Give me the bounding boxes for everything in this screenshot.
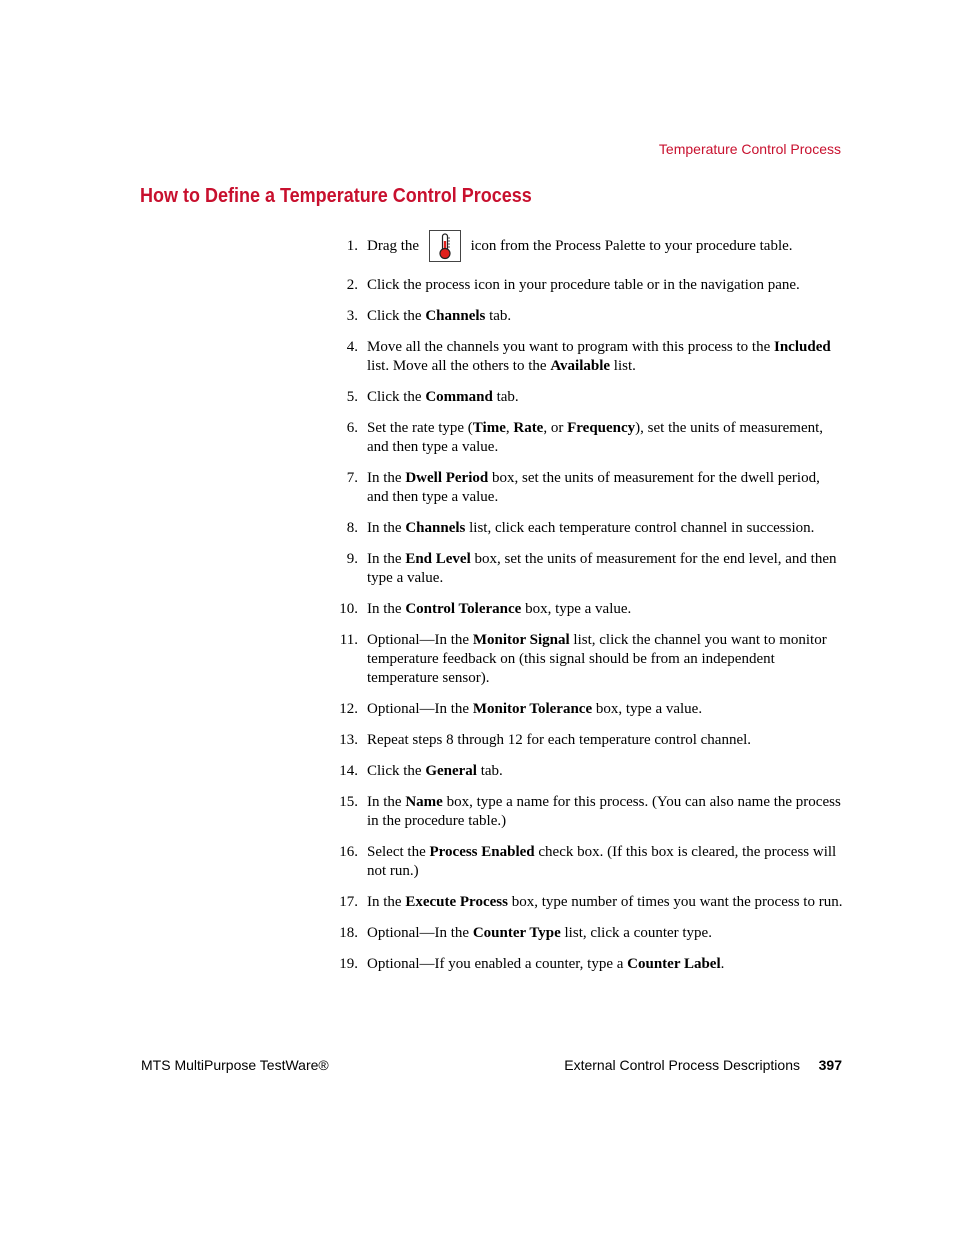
step-text-fragment: In the: [367, 794, 406, 810]
step-text-fragment: tab.: [485, 308, 512, 324]
step-text-fragment: Optional—In the: [367, 701, 473, 717]
step-number: 9.: [346, 551, 358, 567]
step-text-fragment: Repeat steps 8 through 12 for each temperature control channel.: [367, 732, 752, 748]
step-number: 18.: [339, 925, 358, 941]
step-text: [367, 731, 845, 750]
step-text: [367, 550, 845, 588]
step-number: 6.: [346, 420, 358, 436]
ui-term: Process Enabled: [429, 844, 535, 860]
section-title: How to Define a Temperature Control Process: [140, 185, 532, 207]
ui-term: Monitor Tolerance: [472, 701, 593, 717]
ui-term: Channels: [405, 520, 466, 536]
step-text-fragment: Click the: [367, 763, 426, 779]
step-number: 11.: [339, 632, 358, 648]
ui-term: Rate: [513, 420, 544, 436]
step-text-fragment: Click the: [367, 389, 426, 405]
step-text-fragment: ,: [505, 420, 514, 436]
step-text: [367, 388, 845, 407]
ui-term: End Level: [405, 551, 471, 567]
step-text: [367, 276, 845, 295]
step-text-fragment: icon from the Process Palette to your procedure table.: [466, 237, 793, 254]
step-text: [367, 843, 845, 881]
ui-term: Control Tolerance: [405, 601, 522, 617]
step-number: 14.: [339, 763, 358, 779]
step-number: 15.: [339, 794, 358, 810]
step-text-fragment: box, set the units of measurement for the dwell period, and then type a value.: [367, 470, 824, 505]
step-text: [367, 230, 845, 262]
step-text-fragment: box, type a name for this process. (You can also name the process in the procedure table.): [367, 794, 845, 829]
step-text: [367, 600, 845, 619]
running-head: Temperature Control Process: [658, 141, 841, 157]
step-number: 2.: [346, 277, 358, 293]
step-text: [367, 762, 845, 781]
step-text-fragment: list, click each temperature control channel in succession.: [465, 520, 815, 536]
footer-product: MTS MultiPurpose TestWare®: [141, 1057, 329, 1073]
step-text-fragment: In the: [367, 601, 406, 617]
list-item: [336, 893, 846, 912]
ui-term: Name: [405, 794, 443, 810]
step-text-fragment: Move all the channels you want to program with this process to the: [367, 339, 774, 355]
step-text-fragment: tab.: [492, 389, 519, 405]
step-text-fragment: In the: [367, 551, 406, 567]
step-text-fragment: Drag the: [367, 237, 423, 254]
procedure-steps: [336, 230, 846, 986]
step-number: 8.: [346, 520, 358, 536]
step-text-fragment: Set the rate type (: [367, 420, 473, 436]
list-item: [336, 700, 846, 719]
step-text-fragment: Optional—In the: [367, 632, 473, 648]
step-text-fragment: ), set the units of measurement, and then type a value.: [367, 420, 827, 455]
list-item: [336, 519, 846, 538]
list-item: [336, 843, 846, 881]
list-item: [336, 338, 846, 376]
step-text-fragment: Click the process icon in your procedure table or in the navigation pane.: [367, 277, 800, 293]
ui-term: Included: [774, 339, 831, 355]
step-text-fragment: list. Move all the others to the: [367, 339, 835, 374]
list-item: [336, 307, 846, 326]
step-number: 1.: [346, 237, 358, 254]
step-text-fragment: list.: [610, 358, 636, 374]
step-text-fragment: box, type a value.: [521, 601, 632, 617]
step-number: 17.: [339, 894, 358, 910]
ui-term: Command: [425, 389, 493, 405]
step-text: [367, 924, 845, 943]
step-number: 7.: [346, 470, 358, 486]
list-item: [336, 631, 846, 688]
ui-term: Dwell Period: [405, 470, 489, 486]
list-item: [336, 419, 846, 457]
step-text-fragment: box, set the units of measurement for the end level, and then type a value.: [367, 551, 841, 586]
step-text-fragment: tab.: [476, 763, 503, 779]
step-text: [367, 793, 845, 831]
thermometer-icon: [429, 230, 461, 262]
ui-term: Time: [472, 420, 506, 436]
step-number: 4.: [346, 339, 358, 355]
step-text: [367, 631, 845, 688]
ui-term: Frequency: [567, 420, 636, 436]
step-number: 19.: [339, 956, 358, 972]
step-text-fragment: Optional—If you enabled a counter, type a: [367, 956, 628, 972]
step-number: 13.: [339, 732, 358, 748]
step-text-fragment: check box. (If this box is cleared, the process will not run.): [367, 844, 840, 879]
list-item: [336, 600, 846, 619]
list-item: [336, 276, 846, 295]
list-item: [336, 230, 846, 262]
step-text: [367, 419, 845, 457]
step-number: 5.: [346, 389, 358, 405]
list-item: [336, 924, 846, 943]
step-text: [367, 893, 845, 912]
ui-term: Channels: [425, 308, 486, 324]
ui-term: Monitor Signal: [472, 632, 570, 648]
step-text: [367, 700, 845, 719]
step-text: [367, 519, 845, 538]
footer-chapter: External Control Process Descriptions: [564, 1057, 800, 1073]
list-item: [336, 793, 846, 831]
step-text: [367, 469, 845, 507]
step-text-fragment: Click the: [367, 308, 426, 324]
step-text: [367, 338, 845, 376]
list-item: [336, 388, 846, 407]
list-item: [336, 955, 846, 974]
step-text-fragment: Optional—In the: [367, 925, 473, 941]
step-text-fragment: In the: [367, 520, 406, 536]
step-text: [367, 307, 845, 326]
step-text-fragment: list, click the channel you want to monitor temperature feedback on (this signal should be from an independent temperature sensor).: [367, 632, 831, 686]
step-number: 10.: [339, 601, 358, 617]
step-text-fragment: box, type a value.: [592, 701, 703, 717]
ui-term: Execute Process: [405, 894, 508, 910]
page-number: 397: [818, 1057, 842, 1073]
step-text: [367, 955, 845, 974]
step-text-fragment: In the: [367, 470, 406, 486]
ui-term: Available: [550, 358, 611, 374]
ui-term: General: [425, 763, 477, 779]
step-number: 3.: [346, 308, 358, 324]
list-item: [336, 469, 846, 507]
step-text-fragment: list, click a counter type.: [560, 925, 712, 941]
step-text-fragment: , or: [543, 420, 568, 436]
list-item: [336, 762, 846, 781]
step-text-fragment: box, type number of times you want the process to run.: [507, 894, 843, 910]
step-number: 12.: [339, 701, 358, 717]
step-number: 16.: [339, 844, 358, 860]
list-item: [336, 550, 846, 588]
list-item: [336, 731, 846, 750]
ui-term: Counter Type: [472, 925, 561, 941]
step-text-fragment: Select the: [367, 844, 430, 860]
step-text-fragment: In the: [367, 894, 406, 910]
ui-term: Counter Label: [627, 956, 721, 972]
step-text-fragment: .: [720, 956, 725, 972]
